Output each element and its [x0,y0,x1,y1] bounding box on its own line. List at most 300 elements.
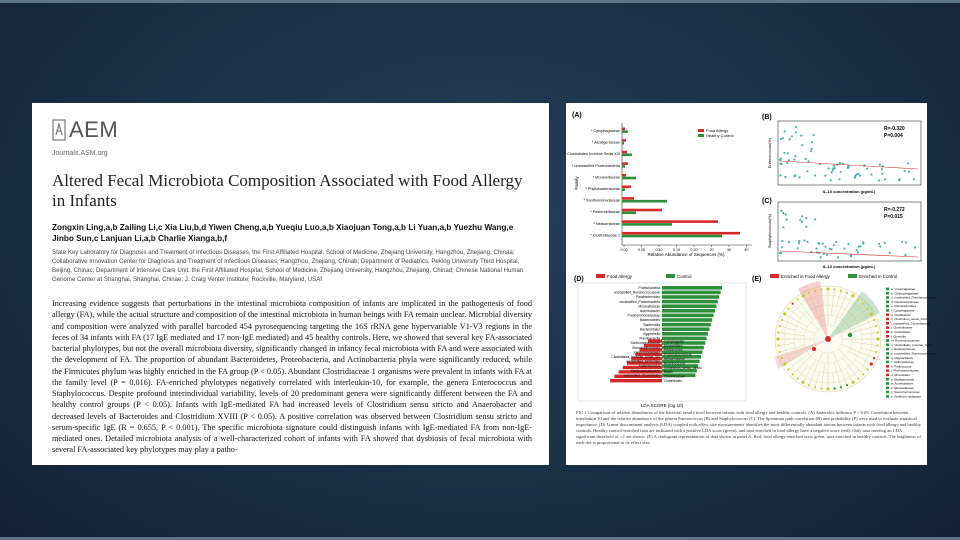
panel-e-legend-fa-swatch [770,274,779,278]
panel-c-point [805,226,807,228]
panel-e-legend-swatch [886,382,889,385]
panel-d-bar-control [662,332,708,336]
panel-e-node [873,319,875,321]
panel-c-point [862,241,864,243]
panel-a-family-label: * Cytophagaceae [590,129,620,133]
panel-e-node [876,337,879,340]
panel-e-legend-label: o: Eubacteriaceae [891,347,916,352]
panel-e-legend-swatch [886,365,889,368]
panel-c-point [801,221,803,223]
panel-e-legend-label: p: unclassified_Ruminococcaceae [891,351,937,356]
panel-a-bar-fa [622,139,626,142]
panel-e-node [826,287,829,290]
panel-d-bar-control [662,291,721,295]
panel-c-point [837,256,839,258]
panel-e-node [875,325,877,327]
panel-e-legend-control-swatch [848,274,857,278]
panel-d-taxon-label: Xanthomonadales [633,350,660,355]
panel-a-legend-fa-swatch [698,129,704,132]
panel-c-ylabel: Staphylococcus(%) [767,213,772,249]
panel-e-node [857,378,859,380]
panel-e-node [787,307,789,309]
panel-c-point [884,242,886,244]
panel-c-point [850,254,852,256]
panel-e-legend-swatch [886,339,889,342]
panel-e-node [777,331,779,333]
panel-e-legend-label: d: Flavobacteriaceae [891,299,919,304]
panel-c-point [799,219,801,221]
panel-e-legend-label: s: Pediococcus [891,364,912,369]
panel-e-legend-label: y: Stenotrophomonas [891,390,920,395]
panel-b-point [810,150,812,152]
panel-b-r: R=-0.320 [884,126,905,132]
panel-b-point [881,173,883,175]
panel-a-family-label: * Neisseriaceae [593,221,620,226]
panel-b-point [808,160,810,162]
panel-a-tick-label: 0.05 [638,248,645,252]
panel-d-taxon-label: Clostridiales [664,379,682,383]
panel-b-point [801,144,803,146]
panel-a-family-label: * Xanthomonadaceae [583,198,620,203]
panel-c-xlabel: IL-10 concentration (pg/mL) [822,264,876,269]
panel-c-point [914,246,916,248]
panel-e-root-node [825,336,831,342]
panel-c-point [780,252,782,254]
panel-a-family-label: * Moraxellaceae [592,175,620,180]
panel-e-node [876,331,878,333]
panel-e-node [808,292,810,294]
panel-d-taxon-label: Clostridiales_Incertae_Sedis_XIII [611,355,660,359]
panel-d-taxon-label: Bacteroidetes [639,318,660,323]
panel-a-tick-label: 0.10 [655,248,663,252]
panel-e-node [787,368,789,370]
panel-d-taxon-label: Stenotrophomonas [632,345,660,350]
panel-a-bar-control [622,165,625,168]
panel-a-legend-control: Healthy Control [706,133,734,138]
panel-c-point [818,243,820,245]
panel-b-point [866,168,868,170]
panel-e-legend-swatch [886,335,889,338]
panel-b-point [786,162,788,164]
panel-a-bar-fa [622,232,740,235]
panel-d-taxon-label: Bacilli [664,370,673,375]
panel-d-taxon-label: Clostridium_sensu_stricto [664,365,702,370]
panel-e-node [862,303,864,305]
journal-logo [52,115,152,165]
journal-url: Journals.ASM.org [52,150,108,157]
panel-b-point [788,159,790,161]
panel-e-node [801,381,804,384]
panel-e-node [833,288,835,290]
panel-c-point [889,252,891,254]
panel-c-point [856,249,858,251]
panel-e-legend-swatch [886,374,889,377]
panel-d-taxon-label: unclassified_Clostridiales [622,373,660,378]
panel-c-point [801,215,803,217]
panel-b-point [832,169,834,171]
paper-title: Altered Fecal Microbiota Composition Associated with Food Allergy in Infants [52,171,523,210]
panel-a-family-label: * Pasteurellaceae [590,210,620,215]
panel-d-taxon-label: Neisseriaceae [664,357,685,361]
panel-c-point [905,241,907,243]
panel-b-point [779,159,781,161]
panel-e-legend-swatch [886,326,889,329]
panel-a-bar-control [622,235,722,238]
panel-e [752,274,937,399]
panel-d-legend-fa-swatch [596,274,605,278]
panel-e-legend-label: a: Cytophagaceae [891,287,916,291]
panel-e-node [779,351,781,353]
panel-e-legend-label: n: Clostridiales_Incertae_Sedis [891,342,933,347]
panel-a-family-label: * unclassified Proteobacteria [571,163,620,168]
panel-e-node [812,347,816,351]
panel-a-tick-label: 20 [709,248,714,252]
panel-d-taxon-label: Bacteroidales [640,327,660,332]
panel-e-node [781,357,783,359]
panel-c-point [780,210,782,212]
panel-c-point [824,246,826,248]
panel-e-legend-label: f: Cytophagaceae [891,308,915,313]
panel-b-point [805,158,807,160]
figure-caption: FIG 1 Comparison of relative abundances of the bacterial family level between infants with food allergy and healthy controls. (A) Anaerobic indicator P < 0.05. Correlation between interleukin 10 and the relative abundance of the genera Enterococcus (B) and Staphylococcus (C). The Spearman rank correlation (R) and probability (P) were used to evaluate statistical importance. (D) Linear discriminant analysis (LDA) coupled with effect size measurements identifies the most differentially abundant taxons between infants with food allergy and healthy controls. Healthy control-enriched taxa are indicated with a positive LDA score (green), and taxa enriched in food allergy have a negative score (red). Only taxa meeting an LDA significant threshold of >2 are shown. (E) A cladogram representation of data shown in panel A. Red, food allergy-enriched taxa; green, taxa enriched in healthy controls. The brightness of each dot is proportional to its effect size. [576,410,921,446]
panel-e-legend-label: k: Clostridiales [891,330,911,334]
panel-e-legend-swatch [886,318,889,321]
panel-e-node [851,381,854,384]
panel-c-point [803,239,805,241]
panel-e-legend-swatch [886,296,889,299]
panel-c-point [781,240,783,242]
panel-e-legend-label: v: Alcaligenaceae [891,377,915,382]
paper-page [32,103,549,465]
panel-e-node [846,384,848,386]
panel-b-point [787,152,789,154]
panel-a-tick-label: 40 [744,248,749,252]
panel-d [574,274,746,408]
panel-b-point [833,165,835,167]
panel-c [762,198,921,269]
panel-e-node [873,357,875,359]
panel-d-bar-control [662,318,712,322]
panel-c-point [782,212,784,214]
figure-page [564,103,937,465]
panel-d-bar-control [662,327,709,331]
panel-a-bar-control [622,154,632,157]
panel-d-bar-control [662,300,718,304]
panel-d-taxon-label: Pediococcus [664,348,683,353]
panel-a-bar-fa [622,128,625,131]
panel-d-taxon-label: Cytophagales [664,339,685,344]
panel-e-node [862,373,864,375]
panel-c-point [820,256,822,258]
panel-d-taxon-label: Flavobacteriia [639,336,660,341]
panel-e-cladogram [774,281,881,392]
panel-d-legend-fa: Food Allergy [607,274,633,279]
panel-a-bar-fa [622,174,626,177]
panel-b-point [799,176,801,178]
panel-b-point [788,138,790,140]
panel-b-point [824,175,826,177]
panel-c-point [798,242,800,244]
panel-e-node [875,351,877,353]
panel-a-bar-fa [622,209,662,212]
abstract-text: Increasing evidence suggests that perturbations in the intestinal microbiota composition of infants are implicated in the pathogenesis of food allergy (FA), while the actual structure and composition of the intestinal microbiota in human beings with FA remain unclear. Microbial diversity and composition were analyzed with parallel barcoded 454 pyrosequencing targeting the 16S rRNA gene hypervariable V1-V3 regions in the feces of 34 infants with FA (17 IgE mediated and 17 non-IgE mediated) and 45 healthy controls. Here, we showed that several key FA-associated bacterial phylotypes, but not the overall microbiota diversity, significantly changed in infancy fecal microbiota with FA and were associated with the development of FA. The proportion of abundant Bacteroidetes, Proteobacteria, and Actinobacteria phyla were significantly reduced, while the Firmicutes phylum was highly enriched in the FA group (P < 0.05). Abundant Clostridiaceae 1 organisms were prevalent in infants with FA at the family level (P = 0.016). FA-enriched phylotypes negatively correlated with interleukin-10, for example, the genera Enterococcus and Staphylococcus. Despite profound interindividual variability, levels of 20 predominant genera were significantly different between the FA and healthy control groups (P < 0.05). Infants with IgE-mediated FA had increased levels of Clostridium sensu stricto and Anaerobacter and decreased levels of Bacteroides and Clostridium XVIII (P < 0.05). A positive correlation was observed between Clostridium sensu stricto and serum-specific IgE (R = 0.655, P < 0.001). The specific microbiota signature could distinguish infants with IgE-mediated FA from non-IgE-mediated ones. Detailed microbiota analysis of a well-characterized cohort of infants with FA showed that dysbiosis of fecal microbiota with several FA-associated key phylotypes may play a patho- [52,299,532,455]
panel-a-bar-control [622,188,625,191]
panel-a-bar-fa [622,162,628,165]
panel-c-point [859,245,861,247]
panel-e-node [781,319,783,321]
panel-e-taxa-legend [886,287,937,399]
panel-b-point [779,174,781,176]
panel-b-p: P=0.004 [884,133,903,139]
panel-e-legend-swatch [886,395,889,398]
panel-b-point [811,141,813,143]
panel-c-p: P=0.015 [884,214,903,220]
panel-a [565,112,752,257]
panel-d-taxon-label: unclassified_Proteobacteria [619,299,660,304]
panel-e-node [820,387,822,389]
panel-e-node [851,294,854,297]
panel-e-node [792,373,794,375]
panel-d-bar-control [662,309,715,313]
panel-c-point [904,254,906,256]
panel-e-node [777,344,779,346]
panel-e-node [796,298,798,300]
panel-e-legend-swatch [886,387,889,390]
panel-d-taxon-label: Xanthomonadaceae [630,341,660,346]
panel-b-point [834,167,836,169]
panel-d-bar-control [662,323,711,327]
panel-c-point [878,243,880,245]
panel-b-point [795,131,797,133]
panel-c-point [822,243,824,245]
panel-e-legend-label: z: Xanthomonadaceae [891,394,922,399]
panel-e-node [870,312,873,315]
panel-b-point [783,152,785,154]
panel-c-point [797,247,799,249]
panel-a-legend-control-swatch [698,134,704,137]
panel-a-tick-label: 0.20 [690,248,698,252]
panel-e-node [779,325,781,327]
panel-e-legend-label: w: Acinetobacter [891,381,914,386]
panel-e-node [867,307,869,309]
panel-d-legend-control: Control [677,274,692,279]
panel-d-bar-fa [610,379,662,382]
panel-c-point [829,248,831,250]
panel-e-node [796,378,798,380]
panel-e-legend-label: u: Rhizobiales [891,373,910,377]
panel-a-label: (A) [572,112,582,119]
panel-d-taxon-label: unclassified_Firmicutes [625,359,660,364]
panel-c-point [833,244,835,246]
panel-a-family-label: * Clostridiaceae 1 [590,233,620,238]
panel-e-node [801,294,804,297]
panel-a-bar-control [622,142,624,145]
panel-b-point [793,158,795,160]
panel-a-bar-control [622,130,628,133]
panel-e-legend-label: b: Chitinophagaceae [891,291,919,296]
panel-b-point [795,126,797,128]
panel-b-point [800,135,802,137]
panel-d-bar-control [662,304,716,308]
panel-c-point [826,254,828,256]
panel-d-taxon-label: Anaerotruncus [638,364,660,369]
panel-e-node [826,387,829,390]
panel-b-point [838,178,840,180]
panel-e-node [814,290,816,292]
aem-logo-icon [52,119,66,141]
panel-b-point [870,173,872,175]
panel-a-legend-fa: Food Allergy [706,128,729,133]
panel-e-legend-swatch [886,313,889,316]
panel-a-bar-control [622,212,636,215]
panel-a-tick-label: 0.00 [620,248,628,252]
panel-b-point [780,163,782,165]
panel-e-legend-label: r: Veillonellaceae [891,360,914,365]
panel-c-point [815,248,817,250]
panel-e-legend-swatch [886,292,889,295]
panel-e-node [783,312,786,315]
panel-c-point [798,240,800,242]
panel-e-node [870,362,873,365]
panel-e-node [867,368,869,370]
panel-d-taxon-label: Butyricicoccus [664,361,686,366]
panel-b-point [791,135,793,137]
panel-c-point [814,218,816,220]
panel-d-bar-control [662,314,714,318]
panel-c-point [901,241,903,243]
panel-e-legend-swatch [886,301,889,304]
panel-a-bar-fa [622,186,631,189]
panel-d-taxon-label: Moraxellaceae [638,304,660,309]
panel-c-r: R=-0.272 [884,207,905,213]
panel-b-point [784,176,786,178]
panel-e-legend-control: Enriched in Control [859,274,898,279]
panel-b-point [793,175,795,177]
panel-d-taxon-label: Bacteroidia [643,322,660,327]
panel-b-point [908,171,910,173]
panel-c-point [835,241,837,243]
panel-b-point [879,164,881,166]
panel-a-bar-fa [622,197,634,200]
panel-e-node [846,292,848,294]
panel-c-point [786,219,788,221]
panel-d-taxon-label: Porphyromonadaceae [627,313,660,318]
panel-a-tick-label: 0.15 [673,248,680,252]
panel-b-point [780,138,782,140]
panel-e-legend-label: i: unclassified_Clostridiaceae [891,321,930,326]
panel-e-legend-label: e: Flavobacteriales [891,304,917,309]
panel-c-point [857,251,859,253]
panel-b-ylabel: Enterococcus(%) [767,137,772,169]
panel-c-point [806,241,808,243]
panel-e-legend-swatch [886,356,889,359]
panel-d-bar-control [662,286,722,290]
panel-e-node [814,386,816,388]
panel-e-legend-swatch [886,361,889,364]
panel-b-point [878,179,880,181]
panel-b-point [907,162,909,164]
panel-e-legend-swatch [886,352,889,355]
panel-e-legend-swatch [886,288,889,291]
panel-e-node [876,344,878,346]
panel-e-legend-label: g: Oscillibacter [891,312,911,317]
panel-a-ylabel: Family [574,176,579,190]
panel-c-point [847,243,849,245]
panel-e-node [783,362,786,365]
panel-b-xlabel: IL-10 concentration (pg/mL) [822,189,876,194]
panel-e-node [857,298,859,300]
panel-a-bar-fa [622,151,627,154]
panel-b-point [859,175,861,177]
panel-d-legend-control-swatch [666,274,675,278]
panel-e-node [833,387,835,389]
panel-b-point [831,171,833,173]
panel-e-legend-swatch [886,391,889,394]
panel-e-legend-label: t: Phyllobacteriaceae [891,368,919,373]
panel-b-point [814,174,816,176]
panel-b-point [794,155,796,157]
panel-b [762,114,921,194]
panel-a-bars [622,128,740,238]
panel-e-legend-label: x: Moraxellaceae [891,385,914,390]
panel-b-label: (B) [762,114,772,121]
panel-e-label: (E) [752,276,762,283]
panel-e-legend-swatch [886,348,889,351]
panel-c-fit-line [780,251,918,257]
panel-a-xlabel: Relative Abundance of Sequences (%) [647,252,725,257]
panel-e-legend-swatch [886,378,889,381]
panel-d-bar-control [662,295,719,299]
author-list: Zongxin Ling,a,b Zailing Li,c Xia Liu,b,d Yiwen Cheng,a,b Yueqiu Luo,a,b Xiaojuan Tong,a,b Li Yuan,a,b Yuezhu Wang,e Jinbo Sun,c Lanjuan Li,a,b Charlie Xianga,b,f [52,223,514,243]
panel-d-taxon-label: Moraxellales [664,343,683,348]
panel-a-family-label: * Alcaligenaceae [591,140,620,145]
panel-a-tick-label: 30 [727,248,731,252]
panel-c-point [788,241,790,243]
panel-a-bar-control [622,200,667,203]
panel-d-taxon-label: unclassified_Ruminococcaceae [613,290,660,295]
panel-e-legend-label: l: Clostridia [891,334,906,339]
panel-b-point [839,162,841,164]
panel-d-label: (D) [574,276,584,283]
panel-b-point [811,148,813,150]
panel-d-xlabel: LDA SCORE (log 10) [640,403,684,408]
panel-e-legend-swatch [886,305,889,308]
panel-d-taxon-label: Acinetobacter [639,309,660,313]
panel-e-node [776,337,779,340]
top-stripe [0,0,960,3]
panel-a-family-label: * Clostridiales Incertae Sedis XIII [564,152,620,157]
panel-d-taxon-label: Phyllobacteriaceae [664,352,692,357]
panel-e-legend-label: h: Clostridium_sensu_stricto [891,317,929,322]
panel-e-legend-fa: Enriched in Food Allergy [781,274,830,279]
panel-b-point [813,134,815,136]
panel-e-legend-swatch [886,369,889,372]
panel-e-legend-swatch [886,331,889,334]
panel-b-point [913,178,915,180]
panel-b-point [830,179,832,181]
panel-a-x-ticks [621,245,749,252]
panel-e-legend-label: q: Megasphaera [891,355,913,360]
panel-d-taxon-label: Clostridiaceae [664,374,685,379]
panel-c-point [785,213,787,215]
panel-c-point [805,217,807,219]
panel-a-bar-fa [622,220,718,223]
panel-e-legend-label: c: unclassified_Flavobacteriaceae [891,295,937,300]
panel-b-point [898,178,900,180]
panel-c-point [782,226,784,228]
panel-e-node [848,333,852,337]
panel-e-node [792,303,794,305]
